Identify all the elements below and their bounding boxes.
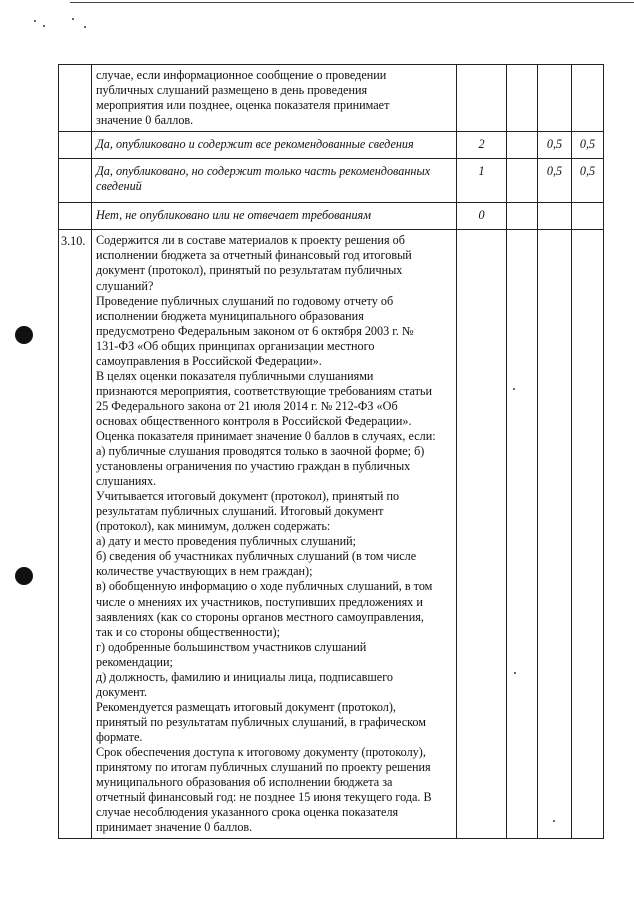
- text-line: так и со стороны общественности);: [96, 624, 280, 639]
- text-line: основах общественного контроля в Российской Федерации».: [96, 413, 412, 428]
- number-cell: [59, 159, 92, 203]
- text-line: отчетный финансовый год: не позднее 15 июня текущего года. В: [96, 790, 432, 805]
- text-line: Проведение публичных слушаний по годовому отчету об: [96, 293, 394, 308]
- criteria-table: [58, 64, 604, 839]
- item-number: 3.10.: [59, 230, 92, 839]
- scan-speck: [34, 20, 36, 22]
- score-cell: 2: [457, 132, 507, 159]
- mark-cell: [507, 65, 538, 132]
- text-line: результатам публичных слушаний. Итоговый документ: [96, 504, 384, 519]
- max-cell: 0,5: [572, 132, 604, 159]
- text-line: случае, если информационное сообщение о проведении: [96, 68, 387, 82]
- score-cell: 0: [457, 203, 507, 230]
- top-edge-line: [70, 2, 634, 3]
- text-line: документ (протокол), принятый по результатам публичных: [96, 263, 403, 278]
- text-line: мероприятия или позднее, оценка показателя принимает: [96, 98, 390, 113]
- weight-cell: 0,5: [538, 159, 572, 203]
- max-cell: [572, 230, 604, 839]
- text-line: формате.: [96, 729, 143, 744]
- max-cell: [572, 203, 604, 230]
- punch-hole: [15, 567, 33, 585]
- text-line: а) дату и место проведения публичных слушаний;: [96, 534, 357, 549]
- text-line: принятый по результатам публичных слушаний, в графическом: [96, 714, 426, 729]
- text-line: г) одобренные большинством участников слушаний: [96, 639, 367, 654]
- text-line: публичных слушаний размещено в день проведения: [96, 83, 368, 98]
- score-cell: [457, 65, 507, 132]
- text-line: заявлениях (как со стороны органов местного самоуправления,: [96, 609, 424, 624]
- text-line: слушаниях.: [96, 474, 157, 489]
- weight-cell: [538, 203, 572, 230]
- table-row-option: [59, 159, 604, 203]
- table-row-option: [59, 203, 604, 230]
- option-text: [92, 159, 457, 203]
- text-line: (протокол), как минимум, должен содержать:: [96, 519, 331, 534]
- text-line: принимает значение 0 баллов.: [96, 820, 253, 835]
- text-line: Да, опубликовано, но содержит только часть рекомендованных: [96, 164, 431, 179]
- text-line: В целях оценки показателя публичными слушаниями: [96, 368, 374, 383]
- weight-cell: 0,5: [538, 132, 572, 159]
- text-line: рекомендации;: [96, 654, 173, 669]
- table-row-item: [59, 230, 604, 839]
- text-line: документ.: [96, 684, 148, 699]
- item-text: [92, 230, 457, 839]
- score-cell: 1: [457, 159, 507, 203]
- text-line: самоуправления в Российской Федерации».: [96, 353, 322, 368]
- number-cell: [59, 203, 92, 230]
- text-line: б) сведения об участниках публичных слушаний (в том числе: [96, 549, 417, 564]
- text-line: Содержится ли в составе материалов к проекту решения об: [96, 233, 405, 248]
- score-cell: [457, 230, 507, 839]
- scan-speck: [72, 18, 74, 20]
- table-row-option: [59, 132, 604, 159]
- text-line: 25 Федерального закона от 21 июля 2014 г. № 212-ФЗ «Об: [96, 398, 398, 413]
- scan-speck: [43, 25, 45, 27]
- punch-hole: [15, 326, 33, 344]
- weight-cell: [538, 65, 572, 132]
- continuation-text: [92, 65, 457, 132]
- text-line: принятому по итогам публичных слушаний по проекту решения: [96, 760, 431, 775]
- text-line: Срок обеспечения доступа к итоговому документу (протоколу),: [96, 744, 426, 759]
- mark-cell: [507, 132, 538, 159]
- text-line: а) публичные слушания проводятся только в заочной форме; б): [96, 444, 425, 459]
- text-line: д) должность, фамилию и инициалы лица, подписавшего: [96, 669, 394, 684]
- text-line: случае несоблюдения указанного срока оценка показателя: [96, 805, 399, 820]
- text-line: Да, опубликовано и содержит все рекомендованные сведения: [96, 137, 414, 152]
- number-cell: [59, 65, 92, 132]
- text-line: слушаний?: [96, 278, 154, 293]
- text-line: муниципального образования об исполнении бюджета за: [96, 775, 393, 790]
- mark-cell: [507, 203, 538, 230]
- scan-speck: [84, 26, 86, 28]
- option-text: [92, 132, 457, 159]
- text-line: установлены ограничения по участию граждан в публичных: [96, 459, 411, 474]
- text-line: значение 0 баллов.: [96, 113, 194, 128]
- mark-cell: [507, 230, 538, 839]
- text-line: количестве участвующих в нем граждан);: [96, 564, 313, 579]
- weight-cell: [538, 230, 572, 839]
- text-line: Учитывается итоговый документ (протокол), принятый по: [96, 489, 400, 504]
- number-cell: [59, 132, 92, 159]
- text-line: Нет, не опубликовано или не отвечает требованиям: [96, 208, 371, 223]
- text-line: Оценка показателя принимает значение 0 баллов в случаях, если:: [96, 428, 436, 443]
- text-line: 131-ФЗ «Об общих принципах организации местного: [96, 338, 375, 353]
- mark-cell: [507, 159, 538, 203]
- table-row-continuation: [59, 65, 604, 132]
- text-line: Рекомендуется размещать итоговый документ (протокол),: [96, 699, 396, 714]
- text-line: исполнении бюджета за отчетный финансовый год итоговый: [96, 248, 412, 263]
- text-line: признаются мероприятия, соответствующие требованиям статьи: [96, 383, 433, 398]
- text-line: числе о мнениях их участников, поступивших предложениях и: [96, 594, 423, 609]
- option-text: [92, 203, 457, 230]
- text-line: сведений: [96, 179, 142, 194]
- text-line: в) обобщенную информацию о ходе публичных слушаний, в том: [96, 579, 433, 594]
- text-line: предусмотрено Федеральным законом от 6 октября 2003 г. №: [96, 323, 414, 338]
- max-cell: [572, 65, 604, 132]
- text-line: исполнении бюджета муниципального образования: [96, 308, 364, 323]
- max-cell: 0,5: [572, 159, 604, 203]
